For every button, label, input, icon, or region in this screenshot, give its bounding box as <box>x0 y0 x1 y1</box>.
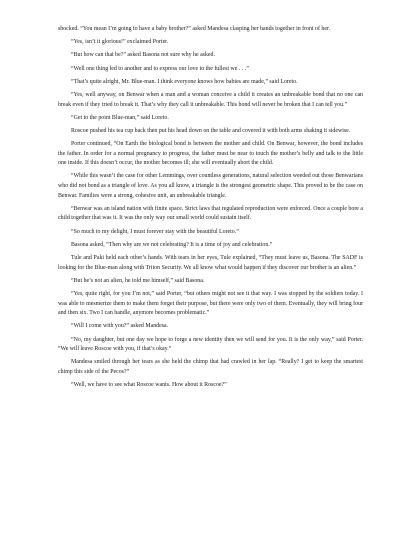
paragraph: Roscoe pushed his tea cup back then put his head down on the table and covered it with both arms shaking it sidewise. <box>71 127 351 134</box>
paragraph: “But how can that be?” asked Basona not sure why he asked. <box>71 52 215 59</box>
paragraph: shocked. “You mean I’m going to have a baby brother?” asked Mandesa clasping her hands together in front of her. <box>58 26 331 32</box>
paragraph: “Will I come with you?” asked Mandesa. <box>71 323 169 330</box>
paragraph: “But he’s not an alien, he told me himself,” said Basona. <box>71 277 205 284</box>
paragraph: Porter continued, “On Earth the biological bond is between the mother and child. On Benwar, however, the bond includes the father. In order for a normal pregnancy to progress, the father must be near to touch the mother’s belly and talk to the little one inside. If this doesn’t occur, the mother becomes ill; she will eventually abort the child. <box>58 141 363 167</box>
paragraph: “That’s quite alright, Mr. Blue-man. I think everyone knows how babies are made,” said Loreto. <box>71 78 298 85</box>
paragraph: “Yes, well anyway, on Benwar when a man and a woman conceive a child it creates an unbreakable bond that no one can break even if they tried to break it. That’s why they call it unbreakable. This bond will never be broken that I can tell you.” <box>58 91 363 108</box>
paragraph: “Well, we have to see what Roscoe wants. How about it Roscoe?” <box>71 382 227 389</box>
paragraph: “Yes, isn’t it glorious!” exclaimed Porter. <box>71 39 169 46</box>
paragraph: Mandesa smiled through her tears as she held the chimp that had crawled in her lap. “Really? I get to keep the smartest chimp this side of the Pecos?” <box>58 359 363 375</box>
paragraph: “No, my daughter, but one day we hope to forge a new identity then we will send for you. It is the only way,” said Porter. “We will leave Roscoe with you, if that’s okay.” <box>58 336 363 353</box>
paragraph: Tule and Paki held each other’s hands. With tears in her eyes, Tule explained, “They must leave us, Basona. The SADF is looking for the Blue-man along with Triton Security. We all know what would happen if they discover our brother is an alien.” <box>58 255 363 271</box>
paragraph: “Well one thing led to another and to express our love to the fullest we . . .” <box>71 65 249 72</box>
paragraph: “While this wasn’t the case for other Lemmings, over countless generations, natural selection weeded out those Benwarians who did not bond as a triangle of love. As you all know, a triangle is the strongest geometric shape. This proved to be the case on Benwar. Families were a strong, cohesive unit, an unbreakable triangle. <box>58 173 363 199</box>
body-text <box>58 25 363 394</box>
paragraph: “Benwar was an island nation with finite space. Strict laws that regulated reproduction were enforced. Once a couple bore a child together that was it. It was the only way our small world could sustain itself. <box>58 205 363 222</box>
paragraph: Basona asked, “Then why are we not celebrating? It is a time of joy and celebration.” <box>71 241 273 248</box>
paragraph: “So much to my delight, I must forever stay with the beautiful Loreto.” <box>71 228 239 235</box>
paragraph: “Get to the point Blue-man,” said Loreto. <box>71 114 169 121</box>
paragraph: “Yes, quite right, for you I’m not,” said Porter, “but others might not see it that way. I was stopped by the soldiers today. I was able to mesmerize them to make them forget their purpose, but there were only two of them. Eventually, they will bring four and then six. Two I can handle, anymore becomes problematic.” <box>58 290 363 317</box>
